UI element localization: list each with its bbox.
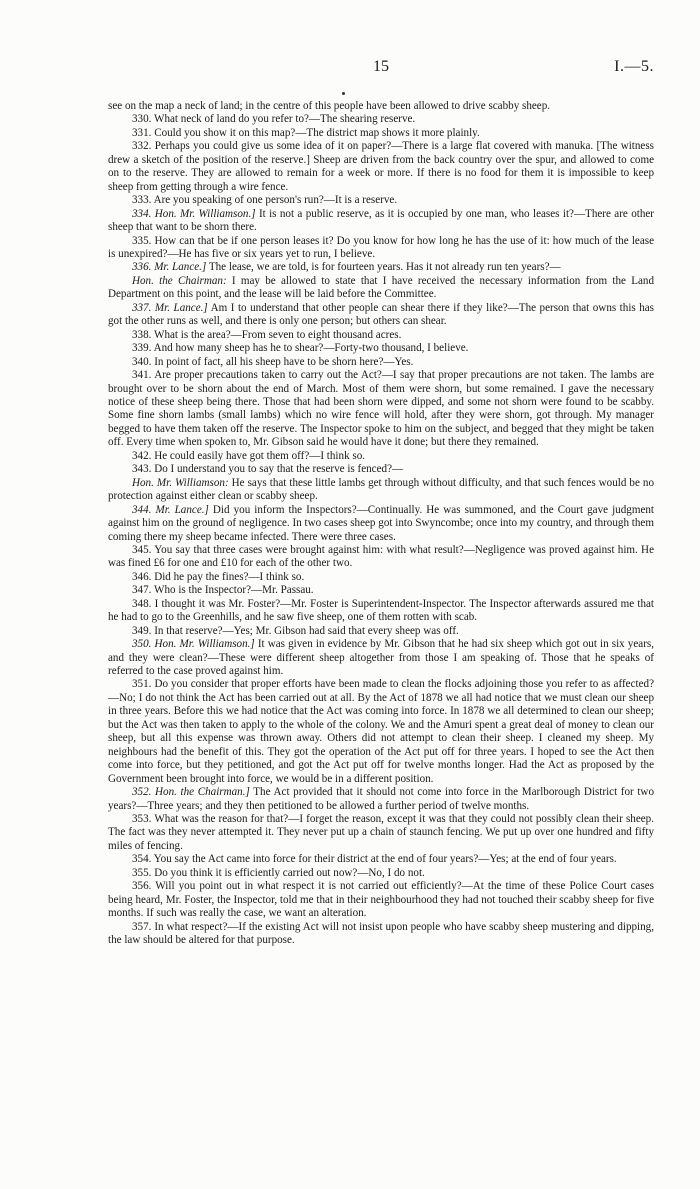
evidence-paragraph: [108, 194, 654, 207]
speaker-label: 334. Hon. Mr. Williamson.]: [132, 207, 256, 220]
evidence-paragraph: [108, 100, 654, 113]
paragraph-text: 343. Do I understand you to say that the reserve is fenced?—: [132, 463, 404, 476]
speaker-label: 344. Mr. Lance.]: [132, 503, 209, 516]
paragraph-text: It was given in evidence by Mr. Gibson that he had six sheep which got out in six years, and they were clean?—These were different sheep altogether from those I am speaking of. Those that he speaks of referred to the case proved against him.: [108, 638, 654, 678]
speaker-label: Hon. Mr. Williamson:: [132, 476, 229, 489]
evidence-paragraph: [108, 584, 654, 597]
paragraph-text: 340. In point of fact, all his sheep have to be shorn here?—Yes.: [132, 355, 414, 368]
evidence-paragraph: [108, 261, 654, 274]
paragraph-text: 331. Could you show it on this map?—The district map shows it more plainly.: [132, 126, 480, 139]
paragraph-text: 349. In that reserve?—Yes; Mr. Gibson had said that every sheep was off.: [132, 624, 459, 637]
evidence-paragraph: [108, 598, 654, 625]
paragraph-text: 342. He could easily have got them off?—I think so.: [132, 449, 366, 462]
evidence-paragraph: [108, 275, 654, 302]
paragraph-text: 353. What was the reason for that?—I forget the reason, except it was that they could not possibly clean their sheep. The fact was they never attempted it. They never put up a chain of staunch fencing. We put up over one hundred and fifty miles of fencing.: [108, 813, 654, 852]
speaker-label: Hon. the Chairman:: [132, 274, 227, 287]
evidence-paragraph: [108, 329, 654, 342]
paragraph-text: 356. Will you point out in what respect it is not carried out efficiently?—At the time of these Police Court cases being heard, Mr. Foster, the Inspector, told me that in their neighbourhood they had not touched their scabby sheep for five months. If such was really the case, we want an alteration.: [108, 880, 654, 920]
paragraph-text: 341. Are proper precautions taken to carry out the Act?—I say that proper precautions are not taken. The lambs are brought over to be shorn about the end of March. Most of them were shorn, but some remained. I gave the necessary notice of these sheep being there. Those that had been shorn were dipped, and some not shorn were found to be scabby. Some fine shorn lambs (small lambs) which no wire fence will hold, after they were shorn, got through. My manager begged to have them taken off the reserve. The Inspector spoke to him on the subject, and begged that they might be taken off. Every time when spoken to, Mr. Gibson said he would have it done; but there they remained.: [108, 369, 654, 449]
evidence-paragraph: [108, 678, 654, 786]
evidence-paragraph: [108, 208, 654, 235]
paragraph-text: Am I to understand that other people can shear there if they like?—The person that owns this has got the other runs as well, and there is only one person; but others can shear.: [108, 301, 655, 328]
evidence-paragraph: [108, 813, 654, 853]
paragraph-text: He says that these little lambs get through without difficulty, and that such fences would be no protection against either clean or scabby sheep.: [108, 476, 654, 503]
paragraph-text: 330. What neck of land do you refer to?—The shearing reserve.: [132, 113, 416, 126]
evidence-paragraph: [108, 786, 654, 813]
evidence-paragraph: [108, 477, 654, 504]
evidence-paragraph: [108, 113, 654, 126]
paragraph-text: 338. What is the area?—From seven to eight thousand acres.: [132, 328, 402, 341]
speaker-label: 337. Mr. Lance.]: [132, 301, 208, 314]
paragraph-text: 335. How can that be if one person leases it? Do you know for how long he has the use of it: how much of the lease is unexpired?—He has five or six years yet to run, I believe.: [108, 234, 654, 260]
paragraph-text: 339. And how many sheep has he to shear?—Forty-two thousand, I believe.: [132, 342, 469, 355]
evidence-paragraph: [108, 544, 654, 571]
evidence-paragraph: [108, 625, 654, 638]
paragraph-text: 346. Did he pay the fines?—I think so.: [132, 570, 305, 583]
evidence-paragraph: [108, 638, 654, 678]
paragraph-text: The lease, we are told, is for fourteen years. Has it not already run ten years?—: [206, 261, 561, 274]
evidence-paragraph: [108, 140, 654, 194]
document-reference: I.—5.: [614, 58, 654, 75]
evidence-paragraph: [108, 342, 654, 355]
evidence-paragraph: [108, 369, 654, 450]
evidence-paragraph: [108, 880, 654, 920]
paragraph-text: It is not a public reserve, as it is occupied by one man, who leases it?—There are other sheep that want to be shorn there.: [108, 207, 654, 234]
paragraph-text: 332. Perhaps you could give us some idea of it on paper?—There is a large flat covered with manuka. [The witness drew a sketch of the position of the reserve.] Sheep are driven from the back country over the spur, and allowed to come on to the reserve. They are allowed to remain for a week or more. If there is no food for them it is impossible to keep sheep from getting through a wire fence.: [108, 140, 654, 193]
evidence-paragraph: [108, 235, 654, 262]
paragraph-text: 351. Do you consider that proper efforts have been made to clean the flocks adjoining those you refer to as affected?—No; I do not think the Act has been carried out at all. By the Act of 1878 we all had notice that we must clean our sheep in three years. Before this we had notice that the Act was coming into force. In 1878 we all determined to clean our sheep; but the Act was then taken to apply to the whole of the colony. We and the Amuri spent a great deal of money to clean our sheep, but all this expense was thrown away. Others did not attempt to clean their sheep. I cleaned my sheep. My neighbours had the benefit of this. They got the operation of the Act put off for three years. I hoped to see the Act then come into force, but they petitioned, and got the Act put off for twelve months longer. Had the Act as proposed by the Government been brought into force, we would be in a different position.: [108, 678, 654, 785]
paragraph-text: Did you inform the Inspectors?—Continually. He was summoned, and the Court gave judgment against him on the ground of negligence. In two cases sheep got into Swyncombe; once into my country, and through them coming there my sheep became infected. There were three cases.: [108, 503, 655, 543]
paragraph-text: 333. Are you speaking of one person's run?—It is a reserve.: [132, 194, 398, 207]
evidence-body: [108, 100, 654, 948]
evidence-paragraph: [108, 921, 654, 948]
evidence-paragraph: [108, 127, 654, 140]
evidence-paragraph: [108, 571, 654, 584]
evidence-paragraph: [108, 302, 654, 329]
evidence-paragraph: [108, 450, 654, 463]
evidence-paragraph: [108, 463, 654, 476]
paragraph-text: 355. Do you think it is efficiently carried out now?—No, I do not.: [132, 866, 425, 879]
evidence-paragraph: [108, 867, 654, 880]
paragraph-text: 345. You say that three cases were brought against him: with what result?—Negligence was proved against him. He was fined £6 for one and £10 for each of the other two.: [108, 543, 654, 570]
evidence-paragraph: [108, 356, 654, 369]
paragraph-text: 347. Who is the Inspector?—Mr. Passau.: [132, 584, 314, 597]
paragraph-text: 357. In what respect?—If the existing Act will not insist upon people who have scabby sheep mustering and dipping, the law should be altered for that purpose.: [108, 920, 654, 947]
evidence-paragraph: [108, 853, 654, 866]
evidence-paragraph: [108, 504, 654, 544]
paragraph-text: The Act provided that it should not come into force in the Marlborough District for two years?—Three years; and they then petitioned to be allowed a further period of twelve months.: [108, 786, 654, 812]
page-number: 15: [373, 58, 389, 75]
printer-mark: [342, 92, 345, 95]
paragraph-text: 354. You say the Act came into force for their district at the end of four years?—Yes; at the end of four years.: [132, 853, 617, 866]
page-header: [108, 58, 654, 80]
paragraph-text: 348. I thought it was Mr. Foster?—Mr. Foster is Superintendent-Inspector. The Inspector afterwards assured me that he had to go to the Greenhills, and he saw five sheep, one of them rotten with scab.: [108, 597, 654, 624]
speaker-label: 352. Hon. the Chairman.]: [132, 786, 250, 799]
paragraph-text: see on the map a neck of land; in the centre of this people have been allowed to drive scabby sheep.: [108, 100, 551, 112]
speaker-label: 350. Hon. Mr. Williamson.]: [132, 638, 255, 651]
speaker-label: 336. Mr. Lance.]: [132, 261, 207, 274]
paragraph-text: I may be allowed to state that I have received the necessary information from the Land Department on this point, and the lease will be laid before the Committee.: [108, 274, 655, 301]
